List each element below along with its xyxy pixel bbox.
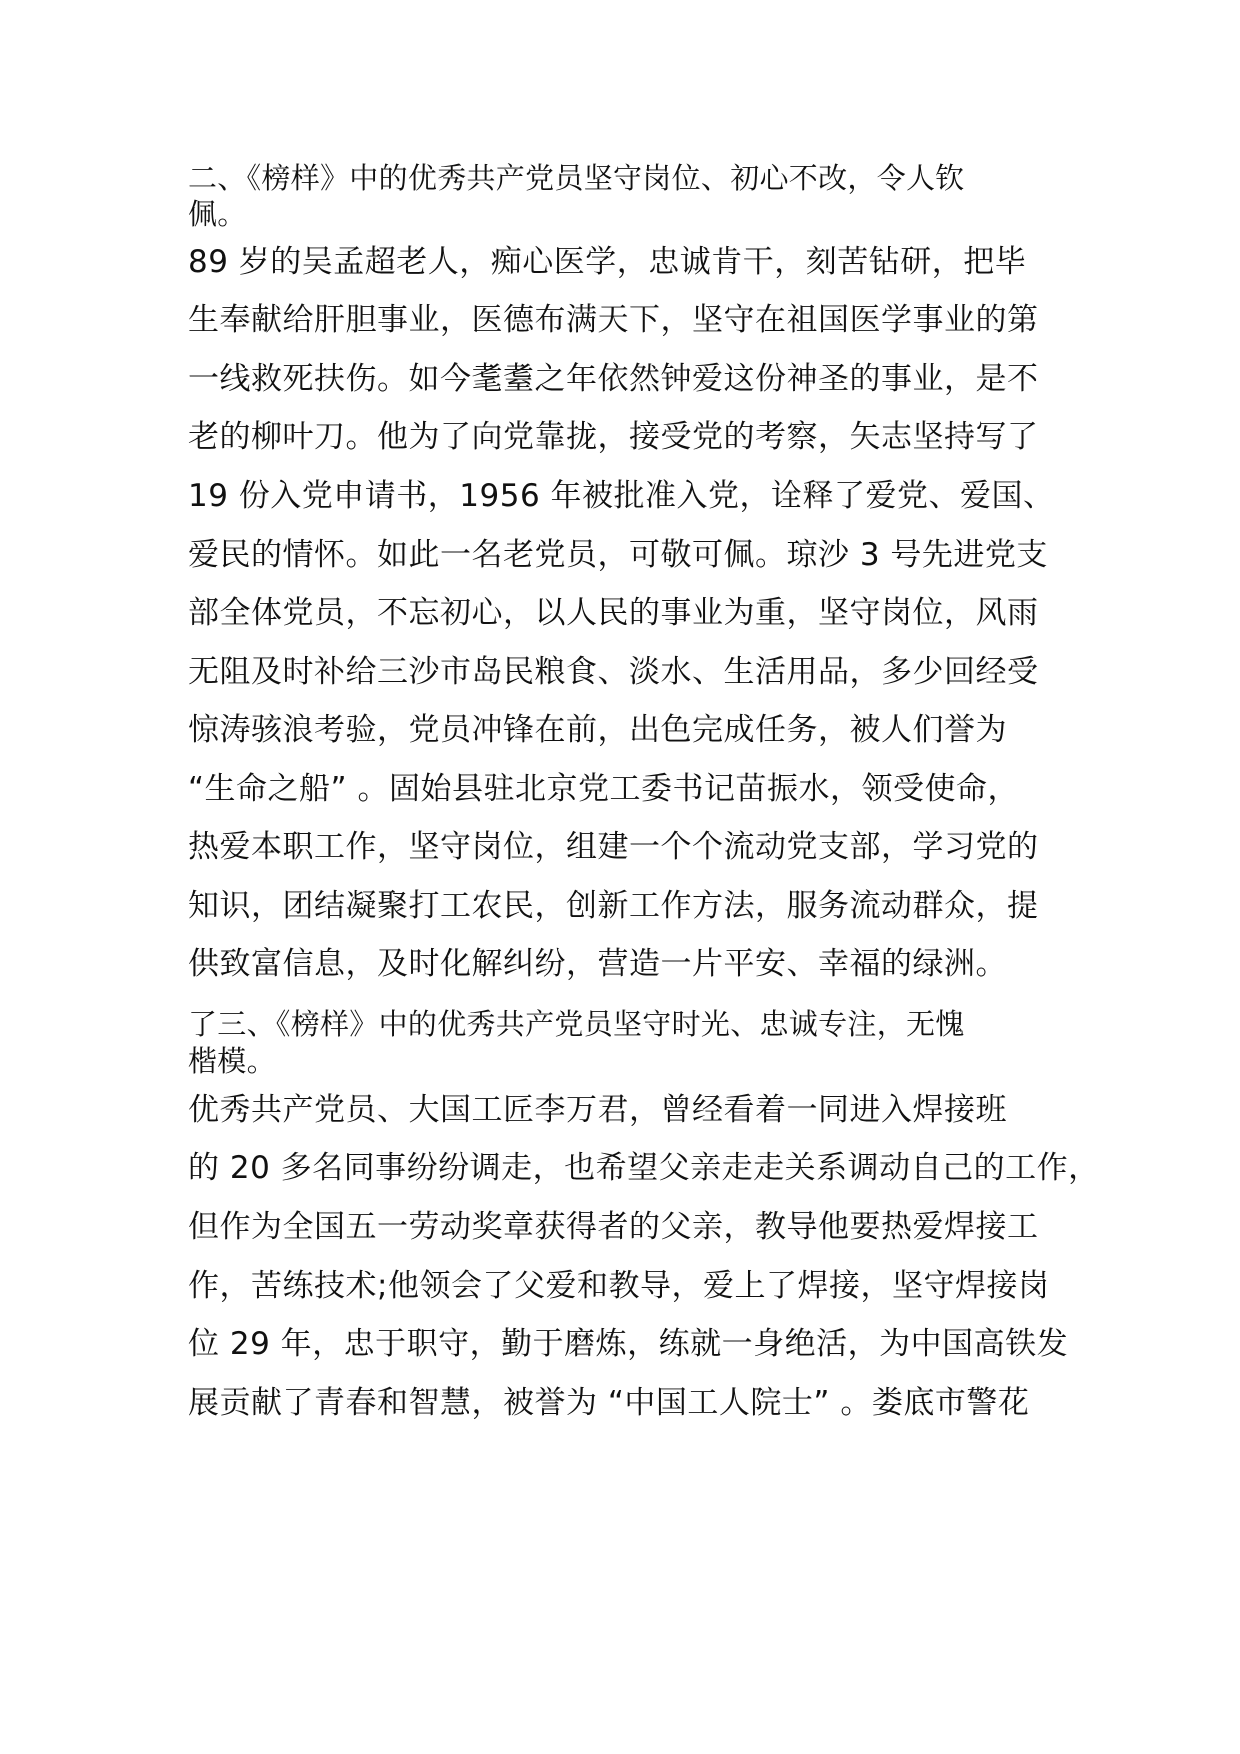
section-2-paragraph-line: 热爱本职工作，坚守岗位，组建一个个流动党支部，学习党的 [188, 829, 1039, 865]
section-3-heading-line-2: 楷模。 [188, 1044, 276, 1078]
section-2-heading-line-2: 佩。 [188, 197, 247, 231]
section-2-heading-line-1: 二、《榜样》中的优秀共产党员坚守岗位、初心不改，令人钦 [188, 161, 965, 195]
section-3-paragraph-line: 展贡献了青春和智慧，被誉为 “中国工人院士” 。娄底市警花 [188, 1385, 1030, 1421]
section-3-paragraph-line: 的 20 多名同事纷纷调走，也希望父亲走走关系调动自己的工作， [188, 1150, 1100, 1186]
section-2-paragraph-line: 部全体党员，不忘初心，以人民的事业为重，坚守岗位，风雨 [188, 595, 1039, 631]
section-3-heading-line-1: 了三、《榜样》中的优秀共产党员坚守时光、忠诚专注，无愧 [188, 1007, 965, 1041]
section-2-paragraph-line: 惊涛骇浪考验，党员冲锋在前，出色完成任务，被人们誉为 [188, 712, 1007, 748]
section-2-paragraph-line: 供致富信息，及时化解纠纷，营造一片平安、幸福的绿洲。 [188, 946, 1007, 982]
section-3-paragraph-line: 位 29 年，忠于职守，勤于磨炼，练就一身绝活，为中国高铁发 [188, 1326, 1069, 1362]
section-2-paragraph-line: 爱民的情怀。如此一名老党员，可敬可佩。琼沙 3 号先进党支 [188, 537, 1048, 573]
section-2-paragraph-line: “生命之船” 。固始县驻北京党工委书记苗振水，领受使命， [188, 771, 1019, 807]
section-2-paragraph-line: 89 岁的吴孟超老人，痴心医学，忠诚肯干，刻苦钻研，把毕 [188, 244, 1027, 280]
section-3-paragraph-line: 优秀共产党员、大国工匠李万君，曾经看着一同进入焊接班 [188, 1092, 1007, 1128]
section-2-paragraph-line: 生奉献给肝胆事业，医德布满天下，坚守在祖国医学事业的第 [188, 302, 1039, 338]
section-2-paragraph-line: 老的柳叶刀。他为了向党靠拢，接受党的考察，矢志坚持写了 [188, 419, 1039, 455]
section-3-paragraph-line: 作，苦练技术;他领会了父爱和教导，爱上了焊接，坚守焊接岗 [188, 1268, 1050, 1304]
section-3-paragraph-line: 但作为全国五一劳动奖章获得者的父亲，教导他要热爱焊接工 [188, 1209, 1039, 1245]
section-2-paragraph-line: 一线救死扶伤。如今耄耋之年依然钟爱这份神圣的事业，是不 [188, 361, 1039, 397]
section-2-paragraph-line: 知识，团结凝聚打工农民，创新工作方法，服务流动群众，提 [188, 888, 1039, 924]
section-2-paragraph-line: 19 份入党申请书，1956 年被批准入党，诠释了爱党、爱国、 [188, 478, 1055, 514]
section-2-paragraph-line: 无阻及时补给三沙市岛民粮食、淡水、生活用品，多少回经受 [188, 654, 1039, 690]
